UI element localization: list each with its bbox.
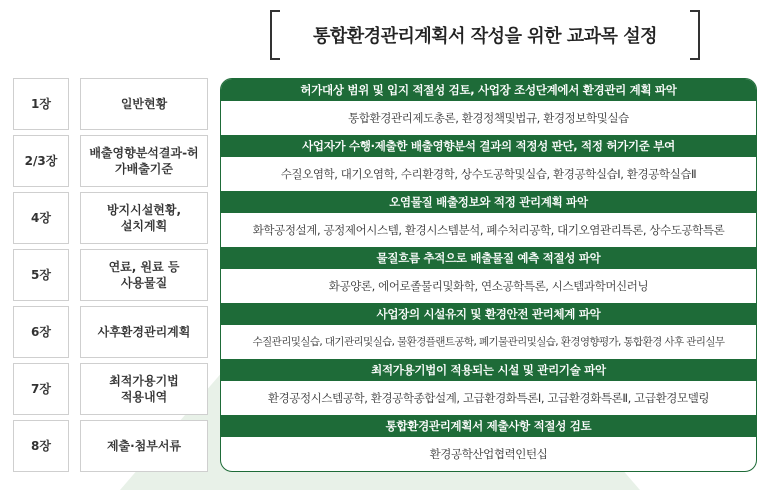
title-bracket-left	[270, 10, 280, 60]
course-panel	[220, 78, 757, 472]
chapter-label: 6장	[13, 306, 69, 358]
course-row	[221, 303, 756, 358]
chapter-topic: 사후환경관리계획	[80, 306, 208, 358]
course-row	[221, 79, 756, 134]
course-row	[221, 415, 756, 470]
chapter-topic: 배출영향분석결과-허 가배출기준	[80, 135, 208, 187]
course-row	[221, 247, 756, 302]
chapter-topic: 방지시설현황, 설치계획	[80, 192, 208, 244]
row-courses: 통합환경관리제도총론, 환경정책및법규, 환경정보학및실습	[348, 110, 629, 125]
row-heading: 통합환경관리계획서 제출사항 적절성 검토	[221, 415, 756, 437]
row-courses: 화공양론, 에어로졸물리및화학, 연소공학특론, 시스템과학머신러닝	[328, 278, 649, 293]
course-row	[221, 135, 756, 190]
row-courses: 수질오염학, 대기오염학, 수리환경학, 상수도공학및실습, 환경공학실습Ⅰ, 환경공학실습Ⅱ	[280, 166, 697, 181]
row-courses: 수질관리및실습, 대기관리및실습, 물환경플랜트공학, 폐기물관리및실습, 환경영향평가, 통합환경 사후 관리실무	[252, 336, 725, 348]
row-courses: 환경공정시스템공학, 환경공학종합설계, 고급환경화특론Ⅰ, 고급환경화특론Ⅱ, 고급환경모델링	[267, 390, 710, 405]
chapter-label: 1장	[13, 78, 69, 130]
chapter-topic: 일반현황	[80, 78, 208, 130]
chapter-topic: 최적가용기법 적용내역	[80, 363, 208, 415]
chapter-label: 8장	[13, 420, 69, 472]
row-heading: 사업자가 수행·제출한 배출영향분석 결과의 적정성 판단, 적정 허가기준 부여	[221, 135, 756, 157]
row-heading: 물질흐름 추적으로 배출물질 예측 적절성 파악	[221, 247, 756, 269]
course-row	[221, 191, 756, 246]
title-bracket-right	[690, 10, 700, 60]
row-heading: 사업장의 시설유지 및 환경안전 관리체계 파악	[221, 303, 756, 325]
chapter-label: 7장	[13, 363, 69, 415]
chapter-topic: 연료, 원료 등 사용물질	[80, 249, 208, 301]
chapter-label: 5장	[13, 249, 69, 301]
title-frame	[270, 10, 700, 60]
row-heading: 허가대상 범위 및 입지 적절성 검토, 사업장 조성단계에서 환경관리 계획 파악	[221, 79, 756, 101]
row-courses: 화학공정설계, 공정제어시스템, 환경시스템분석, 폐수처리공학, 대기오염관리특론, 상수도공학특론	[252, 222, 725, 237]
row-courses: 환경공학산업협력인턴십	[429, 446, 548, 461]
row-heading: 최적가용기법이 적용되는 시설 및 관리기술 파악	[221, 359, 756, 381]
chapter-label: 4장	[13, 192, 69, 244]
chapter-label: 2/3장	[13, 135, 69, 187]
chapter-topic: 제출·첨부서류	[80, 420, 208, 472]
page-title: 통합환경관리계획서 작성을 위한 교과목 설정	[313, 26, 657, 47]
course-row	[221, 359, 756, 414]
row-heading: 오염물질 배출정보와 적정 관리계획 파악	[221, 191, 756, 213]
